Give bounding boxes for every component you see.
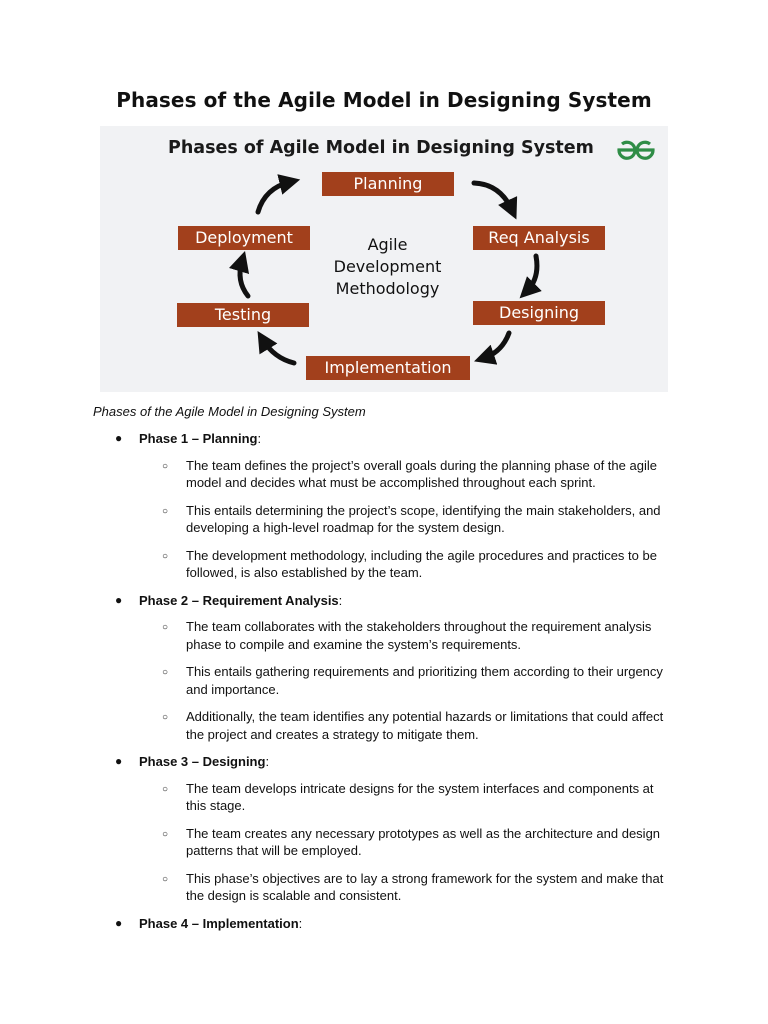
center-line-2: Development [333, 257, 442, 276]
phase-1-heading: Phase 1 – Planning [139, 431, 258, 446]
circle-bullet-icon: ○ [162, 505, 169, 517]
circle-bullet-icon: ○ [162, 783, 169, 795]
circle-bullet-icon: ○ [162, 828, 169, 840]
arrow-testing-to-deploy [240, 261, 248, 296]
heading-colon: : [338, 592, 343, 608]
phase-2-point-2: ○ This entails gathering requirements and prioritizing them according to their urgency and importance. [162, 664, 663, 697]
phase-2-heading: Phase 2 – Requirement Analysis [139, 592, 339, 608]
phase-req-analysis: Req Analysis [473, 226, 605, 250]
bullet-icon: ● [115, 754, 123, 768]
phase-designing: Designing [473, 301, 605, 325]
phase-1-point-2: ○ This entails determining the project’s scope, identifying the main stakeholders, and developing a high-level roadmap for the system design. [162, 502, 661, 535]
bullet-icon: ● [115, 592, 123, 607]
circle-bullet-icon: ○ [162, 667, 169, 678]
arrow-planning-to-req [474, 183, 512, 210]
circle-bullet-icon: ○ [162, 712, 169, 723]
phase-implementation: Implementation [306, 356, 470, 380]
agile-diagram [100, 126, 668, 392]
cycle-arrows [100, 126, 668, 392]
diagram-title: Phases of Agile Model in Designing System [168, 138, 594, 158]
arrow-deploy-to-planning [258, 182, 290, 212]
phase-3-point-2: ○ The team creates any necessary prototypes as well as the architecture and design patterns that will be employed. [162, 825, 661, 858]
phase-3-point-3: ○ This phase’s objectives are to lay a strong framework for the system and make that the design is scalable and consistent. [162, 870, 664, 903]
phase-2-item [0, 592, 768, 610]
phase-2-point-3: ○ Additionally, the team identifies any potential hazards or limitations that could affect the project and creates a strategy to mitigate them. [162, 709, 664, 742]
circle-bullet-icon: ○ [162, 550, 169, 562]
center-line-1: Agile [367, 235, 408, 254]
phase-testing: Testing [177, 303, 309, 327]
phase-3-item [0, 753, 768, 771]
heading-colon: : [257, 431, 262, 446]
phase-3-heading: Phase 3 – Designing [139, 754, 266, 769]
circle-bullet-icon: ○ [162, 622, 169, 633]
phase-2-point-1: ○ The team collaborates with the stakeholders throughout the requirement analysis phase to compile and examine the system’s requirements. [162, 619, 652, 652]
arrow-impl-to-testing [263, 340, 294, 363]
figure-caption: Phases of the Agile Model in Designing System [93, 404, 366, 419]
bullet-icon: ● [115, 915, 123, 930]
page-title: Phases of the Agile Model in Designing System [116, 88, 652, 112]
circle-bullet-icon: ○ [162, 873, 169, 885]
heading-colon: : [298, 915, 303, 931]
bullet-icon: ● [115, 431, 123, 445]
phase-list [0, 430, 768, 941]
phase-deployment: Deployment [178, 226, 310, 250]
phase-1-item [0, 430, 768, 448]
phase-4-item [0, 915, 768, 933]
phase-3-point-1: ○ The team develops intricate designs for the system interfaces and components at this stage. [162, 780, 654, 813]
arrow-designing-to-impl [484, 333, 509, 358]
phase-1-point-3: ○ The development methodology, including the agile procedures and practices to be followed, is also established by the team. [162, 547, 657, 580]
heading-colon: : [265, 754, 270, 769]
phase-4-heading: Phase 4 – Implementation [139, 915, 299, 931]
arrow-req-to-designing [527, 256, 537, 291]
center-line-3: Methodology [335, 279, 440, 298]
phase-planning: Planning [322, 172, 454, 196]
circle-bullet-icon: ○ [162, 460, 169, 472]
phase-1-point-1: ○ The team defines the project’s overall goals during the planning phase of the agile model and decides what must be accomplished throughout each sprint. [162, 457, 657, 490]
